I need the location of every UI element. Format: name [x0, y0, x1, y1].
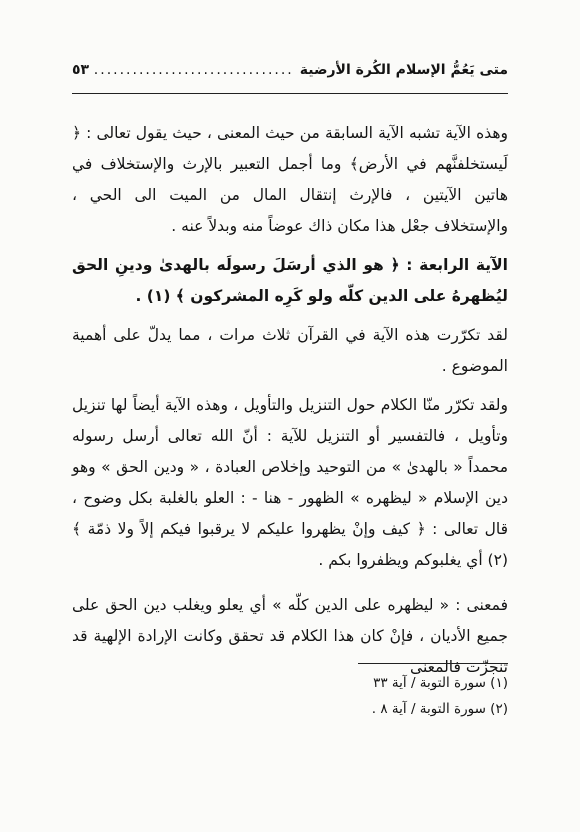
running-header	[72, 62, 508, 88]
running-title: متى يَعُمُّ الإسلام الكُرة الأرضية	[299, 62, 508, 78]
paragraph: ولقد تكرّر منّا الكلام حول التنزيل والتأويل ، وهذه الآية أيضاً لها تنزيل وتأويل ، فالتفسير أو التنزيل للآية : أنّ الله تعالى أرسل رسوله محمداً « بالهدىٰ » من التوحيد وإخلاص العبادة ، « ودين الحق » وهو دين الإسلام « ليظهره » الظهور - هنا - : العلو بالغلبة بكل وضوح ، قال تعالى : ﴿ كيف وإنْ يظهروا عليكم لا يرقبوا فيكم إلاً ولا ذمّة ﴾ (٢) أي يغلبوكم ويظفروا بكم .	[72, 396, 508, 569]
paragraph: وهذه الآية تشبه الآية السابقة من حيث المعنى ، حيث يقول تعالى : ﴿ لَيستخلفنَّهم في الأرض﴾ وما أجمل التعبير بالإرث والإستخلاف في هاتين الآيتين ، فالإرث إنتقال المال من الميت الى الحي ، والإستخلاف جعْل هذا مكان ذاك عوضاً منه وبدلاً عنه .	[72, 124, 508, 235]
page-number: ٥٣	[72, 62, 90, 78]
paragraph-verse-heading: الآية الرابعة : ﴿ هو الذي أرسَلَ رسولَه بالهدىٰ ودينِ الحق ليُظهرهُ على الدين كلّه ولو كَرِه المشركون ﴾ (١) .	[72, 256, 508, 305]
footnote: (٢) سورة التوبة / آية ٨ .	[371, 701, 508, 717]
footnotes	[72, 670, 508, 722]
paragraph: لقد تكرّرت هذه الآية في القرآن ثلاث مرات ، مما يدلّ على أهمية الموضوع .	[72, 326, 508, 375]
paragraph: فمعنى : « ليظهره على الدين كلّه » أي يعلو ويغلب دين الحق على جميع الأديان ، فإنْ كان هذا الكلام قد تحقق وكانت الإرادة الإلهية قد تنجزّت فالمعنى	[72, 596, 508, 676]
header-rule	[72, 93, 508, 94]
footnote: (١) سورة التوبة / آية ٣٣	[373, 675, 508, 691]
main-text	[72, 118, 508, 683]
footnote-rule	[358, 663, 508, 664]
leader-dots	[95, 62, 294, 78]
